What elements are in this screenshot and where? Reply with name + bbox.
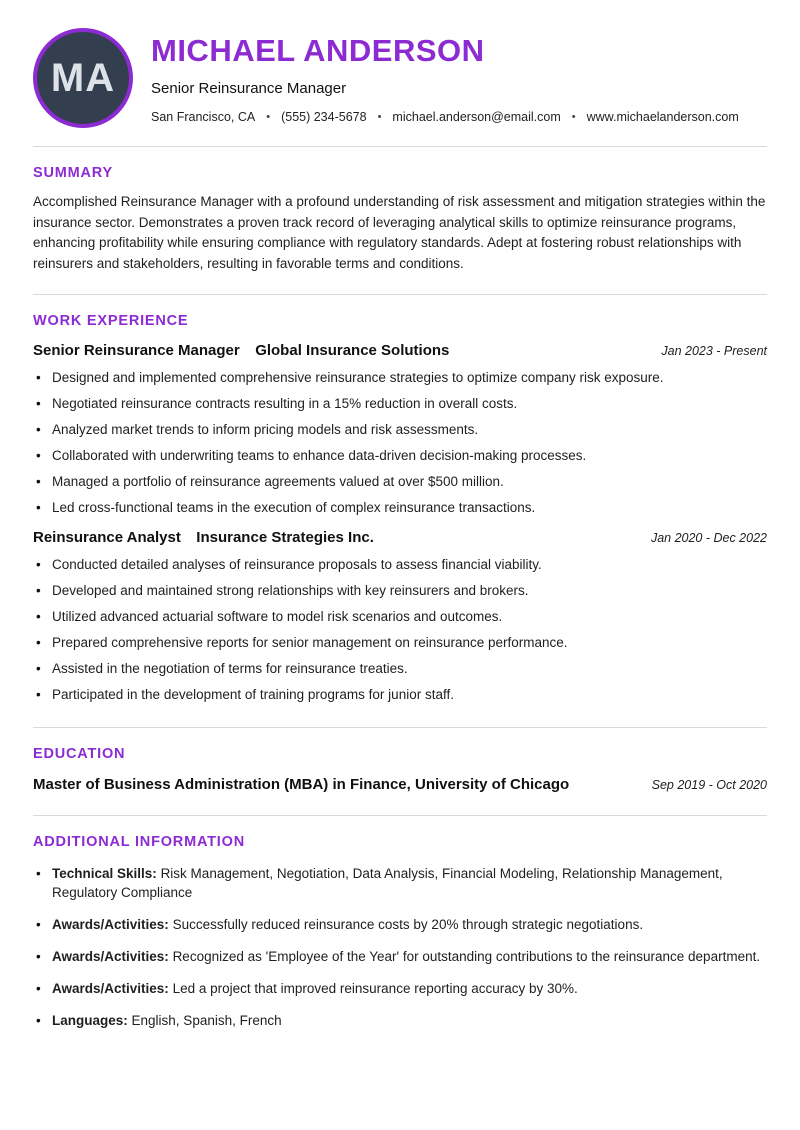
- job-bullet: • Negotiated reinsurance contracts resulting in a 15% reduction in overall costs.: [33, 395, 767, 412]
- additional-item-label: Technical Skills:: [52, 866, 157, 881]
- job-bullet: • Assisted in the negotiation of terms for reinsurance treaties.: [33, 660, 767, 677]
- section-education: [33, 746, 767, 793]
- education-heading: EDUCATION: [33, 746, 126, 762]
- additional-heading: ADDITIONAL INFORMATION: [33, 834, 245, 850]
- additional-item: [33, 1011, 767, 1030]
- education-degree: Master of Business Administration (MBA) in Finance, University of Chicago: [33, 776, 570, 793]
- divider: [33, 815, 767, 816]
- additional-item-text: Led a project that improved reinsurance reporting accuracy by 30%.: [172, 981, 578, 996]
- additional-item-text: Recognized as 'Employee of the Year' for outstanding contributions to the reinsurance department.: [172, 949, 761, 964]
- additional-item-label: Awards/Activities:: [52, 949, 169, 964]
- additional-item-text: Successfully reduced reinsurance costs by 20% through strategic negotiations.: [172, 917, 644, 932]
- summary-text: Accomplished Reinsurance Manager with a profound understanding of risk assessment and mitigation strategies within the insurance sector. Demonstrates a proven track record of leveraging analytical skills to optimize reinsurance programs, enhancing profitability while ensuring compliance with regulatory standards. Adept at fostering robust relationships with reinsurers and stakeholders, resulting in favorable terms and conditions.: [33, 194, 766, 271]
- job-bullet-list: [33, 556, 767, 703]
- job-bullet: • Conducted detailed analyses of reinsurance proposals to assess financial viability.: [33, 556, 767, 573]
- resume-header: [33, 22, 767, 146]
- job-bullet: • Analyzed market trends to inform pricing models and risk assessments.: [33, 421, 767, 438]
- job-bullet: • Led cross-functional teams in the execution of complex reinsurance transactions.: [33, 499, 767, 516]
- summary-heading: SUMMARY: [33, 165, 113, 181]
- job-bullet: • Developed and maintained strong relationships with key reinsurers and brokers.: [33, 582, 767, 599]
- additional-item-text: English, Spanish, French: [131, 1013, 282, 1028]
- job-dates: Jan 2020 - Dec 2022: [650, 531, 767, 545]
- header-info: [151, 33, 767, 124]
- additional-item: [33, 979, 767, 998]
- job-title-row: [33, 342, 449, 360]
- job-company: Global Insurance Solutions: [255, 342, 450, 359]
- education-dates: Sep 2019 - Oct 2020: [651, 778, 767, 792]
- section-work-experience: [33, 313, 767, 703]
- additional-item-list: [33, 864, 767, 1030]
- contact-website[interactable]: www.michaelanderson.com: [586, 109, 739, 124]
- job-entry: [33, 529, 767, 703]
- candidate-title: Senior Reinsurance Manager: [151, 79, 347, 97]
- job-title: Senior Reinsurance Manager: [33, 342, 240, 359]
- avatar-initials: MA: [50, 55, 116, 100]
- additional-item-label: Awards/Activities:: [52, 917, 169, 932]
- avatar: [33, 28, 133, 128]
- additional-item-label: Awards/Activities:: [52, 981, 169, 996]
- contact-location: San Francisco, CA: [151, 109, 256, 124]
- contact-separator: •: [266, 110, 271, 123]
- job-company: Insurance Strategies Inc.: [196, 529, 374, 546]
- job-title-row: [33, 529, 374, 547]
- contact-email[interactable]: michael.anderson@email.com: [392, 109, 561, 124]
- job-header: [33, 529, 767, 547]
- job-bullet: • Collaborated with underwriting teams to enhance data-driven decision-making processes.: [33, 447, 767, 464]
- additional-item: [33, 947, 767, 966]
- job-bullet: • Utilized advanced actuarial software to model risk scenarios and outcomes.: [33, 608, 767, 625]
- job-entry: [33, 342, 767, 516]
- job-title: Reinsurance Analyst: [33, 529, 181, 546]
- additional-item: [33, 915, 767, 934]
- job-bullet: • Participated in the development of training programs for junior staff.: [33, 686, 767, 703]
- education-entry: [33, 776, 767, 793]
- divider: [33, 727, 767, 728]
- work-heading: WORK EXPERIENCE: [33, 313, 189, 329]
- job-dates: Jan 2023 - Present: [661, 344, 767, 358]
- contact-separator: •: [377, 110, 382, 123]
- job-bullet: • Designed and implemented comprehensive reinsurance strategies to optimize company risk exposure.: [33, 369, 767, 386]
- job-bullet: • Prepared comprehensive reports for senior management on reinsurance performance.: [33, 634, 767, 651]
- contact-separator: •: [571, 110, 576, 123]
- candidate-name: MICHAEL ANDERSON: [151, 32, 485, 68]
- job-bullet-list: [33, 369, 767, 516]
- job-bullet: • Managed a portfolio of reinsurance agreements valued at over $500 million.: [33, 473, 767, 490]
- additional-item: [33, 864, 767, 902]
- section-additional-information: [33, 834, 767, 1030]
- section-summary: [33, 165, 767, 274]
- divider: [33, 146, 767, 147]
- additional-item-text: Risk Management, Negotiation, Data Analysis, Financial Modeling, Relationship Management, Regulatory Compliance: [52, 866, 723, 900]
- contact-row: [151, 110, 767, 124]
- additional-item-label: Languages:: [52, 1013, 128, 1028]
- job-header: [33, 342, 767, 360]
- contact-phone: (555) 234-5678: [281, 109, 367, 124]
- divider: [33, 294, 767, 295]
